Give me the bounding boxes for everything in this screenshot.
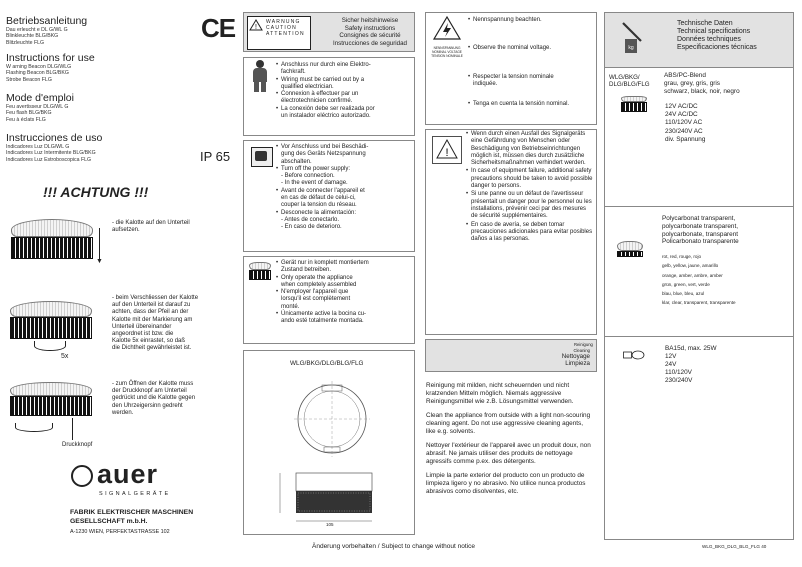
title-block-en xyxy=(6,53,186,83)
company-logo-mark xyxy=(71,465,93,487)
lens-title-line: polycarbonate, transparent xyxy=(662,230,739,238)
assembled-beacon-icon xyxy=(249,262,271,280)
tech-bulb-section xyxy=(604,336,794,540)
svg-text:!: ! xyxy=(255,24,257,31)
beacon-lock-image xyxy=(10,301,92,339)
voltage-note: • Observe the nominal voltage. xyxy=(468,45,593,52)
voltage-item: 230/240V AC xyxy=(665,127,703,135)
safety-section-3 xyxy=(243,256,415,344)
failure-note: • Si une panne ou un défaut de l'avertisseur présentait un danger pour le personnel ou les installations, prévenir ceci par des mesures de sécurité supplémentaires. xyxy=(466,191,594,220)
beacon-open-image xyxy=(10,382,92,416)
bulb-list xyxy=(665,345,717,385)
achtung-heading: !!! ACHTUNG !!! xyxy=(43,184,149,200)
safety-2-item: • Vor Anschluss und bei Beschädi- gung des Geräts Netzspannung abschalten. xyxy=(276,144,414,166)
company-name-1: FABRIK ELEKTRISCHER MASCHINEN xyxy=(70,509,194,516)
bulb-icon xyxy=(623,350,645,360)
safety-header xyxy=(243,12,415,52)
cleaning-header-line: Limpieza xyxy=(565,360,590,367)
lens-color: klar, clear, transparent, transparente xyxy=(662,300,736,306)
beacon-closed-image xyxy=(11,219,93,259)
header-line: Sicher heitshinweise xyxy=(341,17,399,24)
cleaning-header-line: Nettoyage xyxy=(561,353,590,360)
failure-note: • In case of equipment failure, additional safety precautions should be taken to avoid possible danger to persons. xyxy=(466,168,594,190)
lens-colors xyxy=(662,252,736,308)
sign-word: CAUTION xyxy=(266,25,297,31)
tech-header-line: Technische Daten xyxy=(677,20,733,27)
cleaning-header-line: Cleaning xyxy=(573,348,590,353)
step2-text xyxy=(112,295,240,353)
title-block-fr xyxy=(6,93,186,123)
company-logo-text: auer xyxy=(97,459,159,489)
title-line: W arning Beacon DLG/WLG xyxy=(6,64,72,70)
electrician-icon xyxy=(249,60,271,92)
step-line: - die Kalotte auf den Unterteil xyxy=(112,220,190,226)
bulb-item: 12V xyxy=(665,353,677,360)
cleaning-text xyxy=(426,382,592,496)
voltage-item: 110/120V AC xyxy=(665,119,703,127)
lens-title-line: Policarbonato transparente xyxy=(662,238,739,246)
sign-word: ATTENTION xyxy=(266,31,305,37)
safety-1-list xyxy=(276,62,414,120)
step-line: - beim Verschliessen der Kalotte xyxy=(112,295,199,301)
title-line: Indicadores Luz DLG/WL G xyxy=(6,144,70,150)
bulb-item: 110/120V xyxy=(665,369,692,376)
title-line: Blitzleuchte FLG xyxy=(6,39,45,46)
tech-housing-section xyxy=(604,67,794,207)
lens-image xyxy=(617,241,643,257)
voltage-note: • Respecter la tension nominale indiquée. xyxy=(468,74,568,89)
title-line: Blinkleuchte BLG/BKG xyxy=(6,33,59,40)
step-line: der Druckknopf am Unterteil xyxy=(112,388,187,395)
title-line: Strobe Beacon FLG xyxy=(6,76,52,83)
lens-color: grün, green, vert, verde xyxy=(662,281,710,287)
voltage-section xyxy=(425,12,597,125)
cleaning-stack-label: Reinigung xyxy=(574,342,593,347)
ce-mark: CE xyxy=(201,13,236,43)
bulb-item: BA15d, max. 25W xyxy=(665,345,717,352)
rotate-arrow-icon xyxy=(34,341,66,351)
step-line: gedrückt und die Kalotte gegen xyxy=(112,395,196,402)
safety-2-item: • Turn off the power supply: - Before connection. - In the event of damage. xyxy=(276,166,414,188)
tech-header-line: Especificaciones técnicas xyxy=(677,44,757,51)
lens-title xyxy=(662,215,739,246)
bulb-item: 24V xyxy=(665,361,677,368)
sign-words xyxy=(266,19,305,37)
sign-word: WARNUNG xyxy=(266,19,301,25)
title-line: Indicadores Luz Estroboscopica FLG xyxy=(6,156,92,163)
safety-section-2 xyxy=(243,140,415,252)
tech-header-line: Technical specifications xyxy=(677,28,751,35)
step-line: - zum Öffnen der Kalotte muss xyxy=(112,381,194,387)
voltage-item: 12V AC/DC xyxy=(665,103,698,110)
voltage-notes xyxy=(468,45,593,52)
step-line: aufsetzen. xyxy=(112,227,140,234)
model-label: WLG/BKG/ DLG/BLG/FLG xyxy=(609,74,650,89)
safety-1-item: • Anschluss nur durch eine Elektro- fachkraft. xyxy=(276,62,414,77)
material-line: grau, grey, gris, gris xyxy=(664,80,720,87)
cleaning-para: Nettoyer l'extérieur de l'appareil avec un produit doux, non abrasif. Ne jamais utiliser des produits de nettoyage agressifs comme p.ex. des détergents. xyxy=(426,442,591,465)
company-name-2: GESELLSCHAFT m.b.H. xyxy=(70,518,148,525)
cleaning-header-lines xyxy=(562,348,590,367)
step-line: Kalotte 5x einrastet, so daß xyxy=(112,338,186,345)
step-line: achten, dass der Pfeil an der xyxy=(112,309,189,316)
title-block-es xyxy=(6,133,186,163)
svg-text:!: ! xyxy=(445,147,449,159)
dimension-title: WLG/BKG/DLG/BLG/FLG xyxy=(290,360,364,367)
title-heading: Instrucciones de uso xyxy=(6,132,103,144)
counter-rotate-arrow-icon xyxy=(15,423,53,432)
title-line: Dau erleucht e DL G/WL G xyxy=(6,27,68,33)
cleaning-para: Clean the appliance from outside with a light non-scouring cleaning agent. Do not use aggressive cleaning agents, like e.g. solvents. xyxy=(426,412,591,435)
title-line: Feu avertisseur DLG/WL G xyxy=(6,104,69,110)
lens-title-line: Polycarbonat transparent, xyxy=(662,215,736,222)
safety-1-item: • Connexion à effectuer par un électrotechnicien confirmé. xyxy=(276,91,414,106)
voltage-notes xyxy=(468,17,593,24)
step-line: angeordnet ist bzw. die xyxy=(112,331,174,338)
safety-3-item: • Gerät nur in komplett montiertem Zustand betreiben. xyxy=(276,260,414,275)
safety-3-list xyxy=(276,260,414,326)
ip-rating: IP 65 xyxy=(200,149,231,164)
title-block-de xyxy=(6,16,186,46)
tech-header xyxy=(604,12,794,68)
tech-header-line: Données techniques xyxy=(677,36,741,43)
lens-color: gelb, yellow, jaune, amarillo xyxy=(662,263,719,269)
material-text xyxy=(664,72,740,96)
voltage-list xyxy=(665,103,705,144)
step-line: Kalotte mit der Markierung am xyxy=(112,316,193,323)
title-line: Feu à éclats FLG xyxy=(6,116,46,123)
down-arrow-head: ▼ xyxy=(96,258,103,265)
safety-3-item: • Only operate the appliance when completely assembled xyxy=(276,275,414,290)
dimension-drawing-box xyxy=(243,350,415,535)
company-address: A-1230 WIEN, PERFEKTASTRASSE 102 xyxy=(70,529,170,535)
safety-section-1 xyxy=(243,57,415,136)
voltage-notes xyxy=(468,74,568,89)
step-line: auf den Unterteil ist darauf zu xyxy=(112,302,191,309)
cleaning-para: Limpie la parte exterior del producto con un producto de limpieza ligero y no abrasivo. No utilice nunca productos abrasivos como disolventes, etc. xyxy=(426,472,586,495)
title-line: Feu flash BLG/BKG xyxy=(6,110,52,117)
material-line: schwarz, black, noir, negro xyxy=(664,88,740,95)
lens-color: blau, blue, bleu, azul xyxy=(662,291,705,297)
housing-image xyxy=(621,96,647,112)
electrical-hazard-icon xyxy=(430,15,464,41)
title-heading: Mode d'emploi xyxy=(6,92,74,104)
header-line: Consignes de sécurité xyxy=(339,32,401,39)
dimension-value: 105 xyxy=(326,522,334,527)
header-line: Instrucciones de seguridad xyxy=(333,39,407,47)
title-heading: Betriebsanleitung xyxy=(6,15,88,27)
step3-text xyxy=(112,381,240,417)
bulb-item: 230/240V xyxy=(665,377,693,384)
tech-lens-section xyxy=(604,206,794,337)
step1-text xyxy=(112,220,232,234)
title-line: Indicadores Luz Intermitente BLG/BKG xyxy=(6,150,96,157)
safety-2-item: • Desconecte la alimentación: - Antes de conectarlo. - En caso de deterioro. xyxy=(276,210,414,232)
failure-section xyxy=(425,129,597,335)
doc-code: WLG_BKG_DLG_BLG_FLG 40 xyxy=(702,544,767,549)
warning-triangle-icon xyxy=(432,136,462,164)
safety-2-item: • Avant de connecter l'appareil et en cas de défaut de celui-ci, couper la tension du réseau. xyxy=(276,188,414,210)
step-line: Unterteil übereinander xyxy=(112,323,172,330)
company-logo-sub: SIGNALGERÄTE xyxy=(99,491,171,497)
voltage-sign-box xyxy=(430,15,464,57)
title-heading: Instructions for use xyxy=(6,52,95,64)
safety-1-item: • La conexión debe ser realizada por un instalador eléctrico autorizado. xyxy=(276,106,414,121)
druckknopf-pointer xyxy=(72,418,73,440)
power-off-icon xyxy=(251,147,273,167)
svg-text:kg: kg xyxy=(628,45,634,51)
safety-3-item: • N'employer l'appareil que lorsqu'il est complètement monté. xyxy=(276,289,414,311)
lens-title-line: polycarbonate transparent, xyxy=(662,222,739,230)
voltage-notes xyxy=(468,101,578,108)
tools-icon xyxy=(619,21,645,55)
tech-header-lines xyxy=(677,20,757,52)
voltage-note: • Nennspannung beachten. xyxy=(468,17,593,24)
material-line: ABS/PC-Blend xyxy=(664,72,706,79)
dimension-drawing xyxy=(274,369,394,529)
voltage-sign-text: NENNSPANNUNG NOMINAL VOLTAGE TENSION NOMINALE xyxy=(431,46,463,58)
cleaning-header xyxy=(425,339,597,372)
footer-note: Änderung vorbehalten / Subject to change without notice xyxy=(312,543,475,550)
safety-header-lines xyxy=(326,17,414,47)
lens-color: rot, red, rouge, rojo xyxy=(662,254,702,259)
safety-1-item: • Wiring must be carried out by a qualified electrician. xyxy=(276,77,414,92)
lens-color: orange, amber, ambre, amber xyxy=(662,272,723,278)
failure-note: • En caso de avería, se deben tomar precauciones adicionales para evitar posibles daños a las personas. xyxy=(466,222,594,244)
failure-note: • Wenn durch einen Ausfall des Signalgeräts eine Gefährdung von Menschen oder Beschädigung von Betriebseinrichtungen möglich ist, müssen dies durch zusätzliche Sicherheitsmaßnahmen verhindert werden. xyxy=(466,131,594,167)
safety-3-item: • Únicamente active la bocina cu- ando esté totalmente montada. xyxy=(276,311,414,326)
voltage-note: • Tenga en cuenta la tensión nominal. xyxy=(468,101,578,108)
voltage-item: 24V AC/DC xyxy=(665,111,698,119)
down-arrow-icon xyxy=(99,228,100,262)
failure-notes xyxy=(466,131,594,243)
safety-2-list xyxy=(276,144,414,232)
druckknopf-label: Druckknopf xyxy=(62,442,93,448)
voltage-item: div. Spannung xyxy=(665,135,706,143)
rotate-count: 5x xyxy=(61,353,69,360)
step-line: die Dichtheit gewährleistet ist. xyxy=(112,345,192,352)
title-line: Flashing Beacon BLG/BKG xyxy=(6,70,69,77)
step-line: werden. xyxy=(112,409,134,416)
header-line: Safety instructions xyxy=(344,24,396,32)
step-line: den Uhrzeigersinn gedreht xyxy=(112,402,183,409)
cleaning-para: Reinigung mit milden, nicht scheuernden und nicht kratzenden Mitteln möglich. Niemals aggressive Reinigungsmittel wie z.B. Lösungsmittel verwenden. xyxy=(426,382,574,405)
